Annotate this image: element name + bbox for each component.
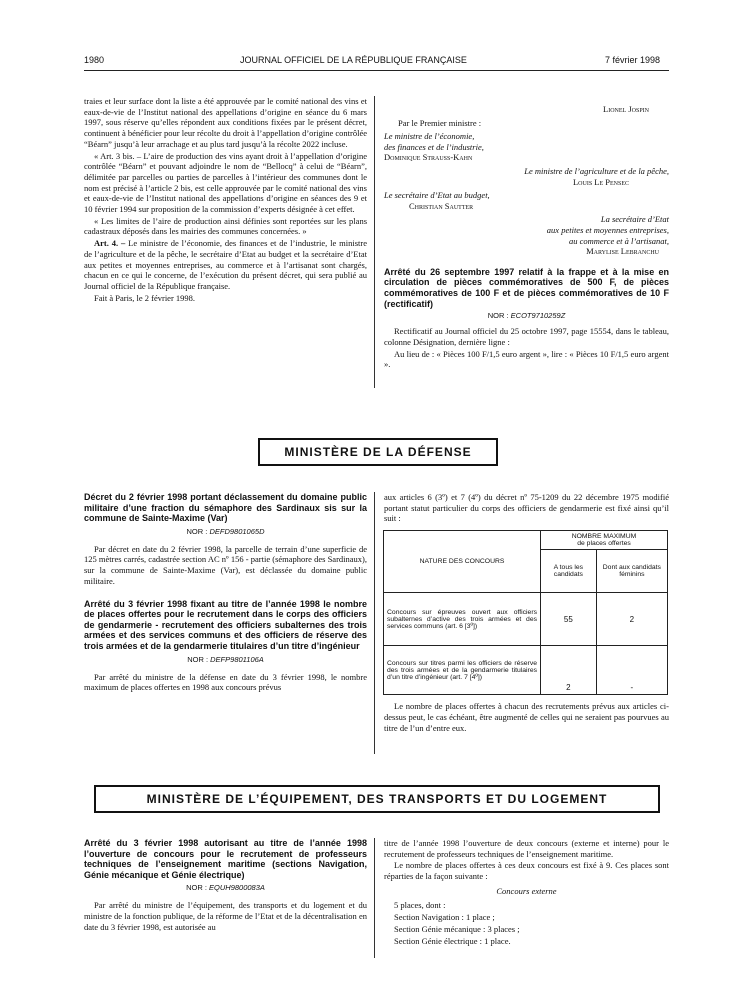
arrete-title: Arrêté du 3 février 1998 autorisant au titre de l’année 1998 l’ouverture de concours pour le recrutement de professeurs techniques de l’enseignement maritime (sections Navigation, Génie mécanique et Génie électrique) — [84, 838, 367, 880]
section-heading-equipement: MINISTÈRE DE L’ÉQUIPEMENT, DES TRANSPORTS ET DU LOGEMENT — [94, 785, 660, 813]
header-rule — [84, 70, 669, 71]
nor-reference — [84, 527, 367, 536]
minister-title: Le ministre de l’agriculture et de la pêche, — [524, 165, 669, 176]
minister-title: La secrétaire d’Etat — [600, 214, 669, 225]
nor-label: NOR : — [487, 311, 509, 321]
minister-title: aux petites et moyennes entreprises, — [546, 224, 669, 235]
table-header-nature: NATURE DES CONCOURS — [384, 531, 541, 593]
minister-title: Le ministre de l’économie, — [384, 131, 475, 142]
premier-ministre-line: Par le Premier ministre : — [398, 117, 482, 128]
table-cell-women: - — [596, 646, 667, 695]
table-header-group-title: NOMBRE MAXIMUM — [571, 533, 637, 541]
paragraph: Par arrêté du ministre de la défense en date du 3 février 1998, le nombre maximum de places offertes en 1998 aux concours prévus — [84, 671, 367, 693]
minister-name: Louis Le Pensec — [572, 176, 629, 187]
minister-title: Le secrétaire d’Etat au budget, — [384, 190, 490, 201]
places-table — [383, 530, 668, 695]
nor-code: DEFD9801065D — [209, 526, 265, 536]
paragraph: Par arrêté du ministre de l’équipement, des transports et du logement et du ministre de la fonction publique, de la réforme de l’Etat et de la décentralisation en date du 3 février 1998, est autorisée au — [84, 900, 367, 932]
list-item: 5 places, dont : — [394, 900, 446, 911]
decret-title: Décret du 2 février 1998 portant déclassement du domaine public militaire d’une fraction du sémaphore des Sardinaux sis sur la commune de Sainte-Maxime (Var) — [84, 492, 367, 524]
table-header-all: A tous les candidats — [541, 550, 597, 593]
arrete-title: Arrêté du 26 septembre 1997 relatif à la frappe et à la mise en circulation de pièces commémoratives de 500 F, de pièces commémoratives de 100 F et de pièces commémoratives de 10 F (rectificatif) — [384, 266, 669, 309]
column-divider — [374, 492, 375, 754]
table-cell-women: 2 — [596, 593, 667, 646]
paragraph: aux articles 6 (3º) et 7 (4º) du décret nº 75-1209 du 22 décembre 1975 modifié portant statut particulier du corps des officiers de gendarmerie est fixé ainsi qu’il suit : — [384, 492, 669, 524]
nor-label: NOR : — [187, 654, 209, 664]
list-item: Section Navigation : 1 place ; — [394, 912, 495, 923]
table-cell-all: 2 — [541, 646, 597, 695]
table-cell-all: 55 — [541, 593, 597, 646]
left-top-column — [84, 96, 367, 304]
nor-code: ECOT9710259Z — [510, 311, 566, 321]
arrete-title: Arrêté du 3 février 1998 fixant au titre de l’année 1998 le nombre de places offertes pour le recrutement dans le corps des officiers de gendarmerie - recrutement des officiers subalternes des trois armées et des services communs et des officiers de réserve des trois armées et de la gendarmerie titulaires d’un titre d’ingénieur — [84, 598, 367, 651]
table-row — [384, 593, 668, 646]
issue-date: 7 février 1998 — [605, 55, 661, 65]
table-header-group — [541, 531, 668, 550]
nor-reference — [384, 311, 669, 320]
table-row — [384, 646, 668, 695]
defense-left-column — [84, 492, 367, 694]
paragraph: Le ministre de l’économie, des finances et de l’industrie, le ministre de l’agriculture et de la pêche, le secrétaire d’Etat au budget et la secrétaire d’Etat aux petites et moyennes entreprises, au commerce et à l’artisanat sont chargés, chacun en ce qui le concerne, de l’exécution du présent décret, qui sera publié au Journal officiel de la République française. — [84, 238, 367, 291]
section-heading-defense: MINISTÈRE DE LA DÉFENSE — [258, 438, 498, 466]
minister-name: Dominique Strauss-Kahn — [384, 152, 473, 163]
paragraph: Le nombre de places offertes à ces deux concours est fixé à 9. Ces places sont réparties de la façon suivante : — [384, 860, 669, 882]
page-number: 1980 — [84, 55, 105, 65]
minister-name: Marylise Lebranchu — [586, 246, 659, 257]
signature-jospin: Lionel Jospin — [603, 104, 649, 114]
column-divider — [374, 838, 375, 958]
table-header-group-sub: de places offertes — [577, 540, 631, 548]
nor-label: NOR : — [186, 526, 208, 536]
equipement-left-column — [84, 838, 367, 933]
article-label: Art. 4. – — [94, 238, 126, 249]
table-cell-nature: Concours sur titres parmi les officiers de réserve des trois armées et de la gendarmerie titulaires d’un titre d’ingénieur (art. 7 [4º]) — [384, 646, 541, 695]
paragraph: « Art. 3 bis. – L’aire de production des vins ayant droit à l’appellation d’origine contrôlée “Béarn” et pouvant adjoindre le nom de “Bellocq” à celui de “Béarn”, délimitée par parcelles ou parties de parcelles à l’intérieur des communes dont le nom est précisé à l’article 2 bis, est celle approuvée par le comité national des vins et eaux-de-vie de l’Institut national des appellations d’origine en séances des 9 et 10 février 1994 sur proposition de la commission d’experts désignée à cet effet. — [84, 150, 367, 215]
list-item: Section Génie mécanique : 3 places ; — [394, 923, 520, 934]
signing-place: Fait à Paris, le 2 février 1998. — [94, 292, 196, 303]
nor-reference — [84, 655, 367, 664]
table-header-women: Dont aux candidats féminins — [596, 550, 667, 593]
paragraph: Au lieu de : « Pièces 100 F/1,5 euro argent », lire : « Pièces 10 F/1,5 euro argent ». — [384, 348, 669, 370]
table-cell-nature: Concours sur épreuves ouvert aux officiers subalternes d’active des trois armées et des services communs (art. 6 [3º]) — [384, 593, 541, 646]
nor-reference — [84, 883, 367, 892]
minister-title: des finances et de l’industrie, — [384, 141, 484, 152]
nor-code: DEFP9801106A — [210, 654, 264, 664]
list-item: Section Génie électrique : 1 place. — [394, 935, 511, 946]
right-top-column — [384, 104, 669, 371]
paragraph: Le nombre de places offertes à chacun des recrutements prévus aux articles ci-dessus peut, le cas échéant, être augmenté de celles qui ne seraient pas pourvues au titre de l’un d’entre eux. — [384, 701, 669, 733]
paragraph: Rectificatif au Journal officiel du 25 octobre 1997, page 15554, dans le tableau, colonne Désignation, dernière ligne : — [384, 326, 669, 347]
equipement-right-column — [384, 838, 669, 947]
paragraph: traies et leur surface dont la liste a été approuvée par le comité national des vins et eaux-de-vie de l’Institut national des appellations d’origine en séance du 6 mars 1997, sous réserve qu’elles répondent aux conditions fixées par le présent décret, continuent à bénéficier pour leur récolte du droit à l’appellation d’origine contrôlée “Béarn” jusqu’à leur arrachage et au plus tard jusqu’à la récolte 2022 incluse. — [84, 96, 367, 149]
paragraph: Par décret en date du 2 février 1998, la parcelle de terrain d’une superficie de 125 mètres carrés, cadastrée section AC nº 156 - partie (sémaphore des Sardinaux), sur la commune de Sainte-Maxime (Var), est déclassée du domaine public militaire. — [84, 543, 367, 586]
journal-title: JOURNAL OFFICIEL DE LA RÉPUBLIQUE FRANÇAISE — [240, 55, 467, 65]
nor-label: NOR : — [186, 883, 207, 893]
concours-heading: Concours externe — [496, 885, 557, 896]
paragraph: « Les limites de l’aire de production ainsi définies sont reportées sur les plans cadastraux déposés dans les mairies des communes concernées. » — [84, 215, 367, 237]
column-divider — [374, 96, 375, 388]
nor-code: EQUH9800083A — [209, 883, 265, 893]
minister-name: Christian Sautter — [409, 200, 474, 211]
paragraph: titre de l’année 1998 l’ouverture de deux concours (externe et interne) pour le recrutement de professeurs techniques de l’enseignement maritime. — [384, 838, 669, 859]
defense-right-column — [384, 492, 669, 734]
minister-title: au commerce et à l’artisanat, — [568, 235, 669, 246]
